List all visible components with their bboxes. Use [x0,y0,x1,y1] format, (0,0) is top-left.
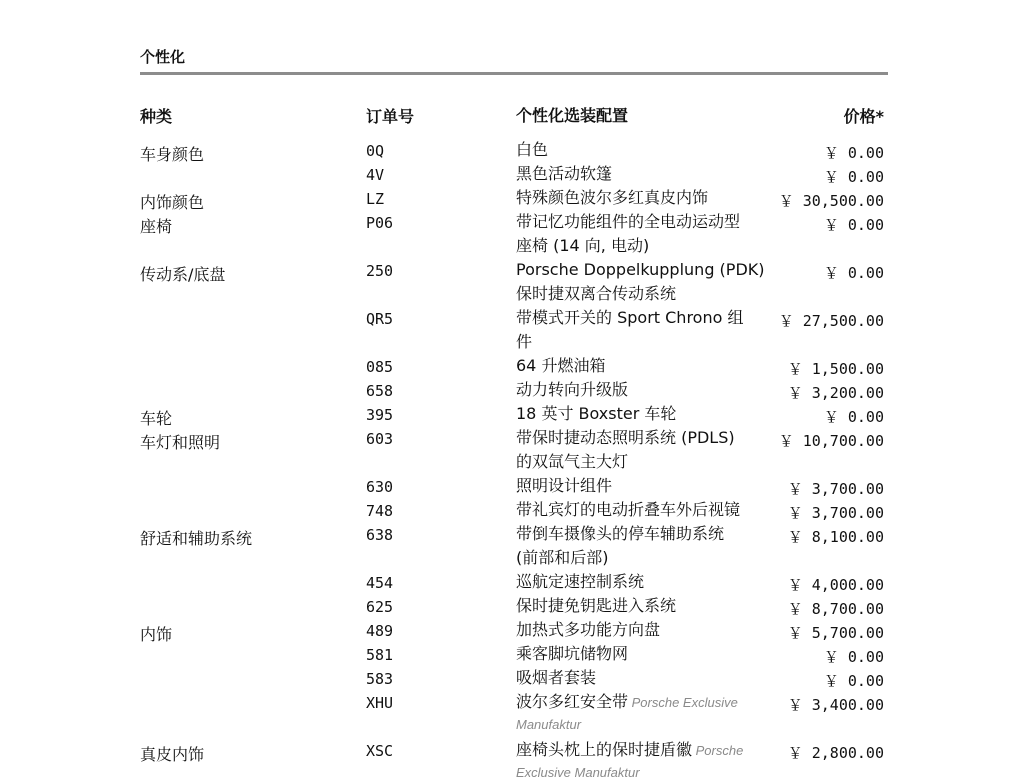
row-price: ￥ 4,000.00 [787,576,884,594]
row-description [516,306,778,354]
row-description [516,138,778,162]
description-line: 动力转向升级版 [516,380,629,399]
row-price: ￥ 0.00 [823,264,884,282]
description-line: 保时捷双离合传动系统 [516,284,677,303]
row-order-code: 0Q [366,142,385,160]
row-category: 车轮 [140,409,173,428]
row-description [516,642,778,666]
row-description [516,594,778,618]
row-category: 车灯和照明 [140,433,221,452]
exclusive-note: Porsche [692,743,744,758]
description-line: 带礼宾灯的电动折叠车外后视镜 [516,500,741,519]
row-description [516,498,778,522]
description-line: 波尔多红安全带 Porsche Exclusive [516,692,738,711]
description-line: 带保时捷动态照明系统 (PDLS) [516,428,735,447]
description-line: 的双氙气主大灯 [516,452,629,471]
row-order-code: LZ [366,190,385,208]
row-category: 内饰颜色 [140,193,205,212]
row-description [516,354,778,378]
table-header [0,104,1024,124]
header-category: 种类 [140,107,173,126]
row-order-code: 638 [366,526,394,544]
row-category: 车身颜色 [140,145,205,164]
row-order-code: QR5 [366,310,394,328]
description-line: 特殊颜色波尔多红真皮内饰 [516,188,709,207]
row-price: ￥ 3,400.00 [787,696,884,714]
row-order-code: 454 [366,574,394,592]
description-line: 件 [516,332,533,351]
row-price: ￥ 8,100.00 [787,528,884,546]
row-price: ￥ 5,700.00 [787,624,884,642]
description-line: 带倒车摄像头的停车辅助系统 [516,524,725,543]
exclusive-note: Porsche Exclusive [628,695,738,710]
header-order-no: 订单号 [366,107,415,126]
row-description [516,426,778,474]
row-description [516,690,778,735]
row-price: ￥ 27,500.00 [778,312,884,330]
description-line: 座椅头枕上的保时捷盾徽 Porsche [516,740,744,759]
row-description [516,570,778,594]
row-description [516,162,778,186]
description-line: 加热式多功能方向盘 [516,620,661,639]
description-line: (前部和后部) [516,548,609,567]
row-order-code: 4V [366,166,385,184]
row-price: ￥ 3,700.00 [787,504,884,522]
description-line: Porsche Doppelkupplung (PDK) [516,260,765,279]
row-order-code: 625 [366,598,394,616]
row-price: ￥ 0.00 [823,408,884,426]
row-description [516,186,778,210]
section-title: 个性化 [140,48,186,66]
row-order-code: 748 [366,502,394,520]
row-price: ￥ 0.00 [823,144,884,162]
row-price: ￥ 3,200.00 [787,384,884,402]
row-order-code: 395 [366,406,394,424]
description-line: 白色 [516,140,549,159]
row-order-code: 658 [366,382,394,400]
row-description [516,522,778,570]
row-order-code: 085 [366,358,394,376]
row-order-code: 583 [366,670,394,688]
row-price: ￥ 0.00 [823,648,884,666]
row-price: ￥ 2,800.00 [787,744,884,762]
row-order-code: 489 [366,622,394,640]
description-line: 黑色活动软篷 [516,164,613,183]
row-category: 舒适和辅助系统 [140,529,253,548]
description-line: 吸烟者套装 [516,668,597,687]
header-price: 价格* [843,107,884,126]
row-order-code: 250 [366,262,394,280]
description-line: 照明设计组件 [516,476,613,495]
exclusive-note-continued: Exclusive Manufaktur [516,765,640,780]
row-order-code: 581 [366,646,394,664]
row-description [516,474,778,498]
row-price: ￥ 3,700.00 [787,480,884,498]
row-description [516,258,778,306]
row-description [516,402,778,426]
row-price: ￥ 10,700.00 [778,432,884,450]
description-line: 座椅 (14 向, 电动) [516,236,650,255]
description-line: 带记忆功能组件的全电动运动型 [516,212,741,231]
row-description [516,666,778,690]
description-line: 保时捷免钥匙进入系统 [516,596,677,615]
row-price: ￥ 0.00 [823,168,884,186]
description-line: 64 升燃油箱 [516,356,606,375]
description-line: 乘客脚坑储物网 [516,644,629,663]
row-category: 座椅 [140,217,173,236]
description-line: 18 英寸 Boxster 车轮 [516,404,677,423]
row-description [516,378,778,402]
row-price: ￥ 0.00 [823,216,884,234]
row-order-code: 630 [366,478,394,496]
row-order-code: 603 [366,430,394,448]
row-price: ￥ 30,500.00 [778,192,884,210]
row-category: 内饰 [140,625,173,644]
row-price: ￥ 0.00 [823,672,884,690]
row-price: ￥ 1,500.00 [787,360,884,378]
section-divider [140,72,888,75]
row-price: ￥ 8,700.00 [787,600,884,618]
row-description [516,738,778,783]
header-config: 个性化选装配置 [516,106,629,125]
row-description [516,618,778,642]
row-order-code: XSC [366,742,394,760]
description-line: 带模式开关的 Sport Chrono 组 [516,308,744,327]
exclusive-note-continued: Manufaktur [516,717,582,732]
row-order-code: P06 [366,214,394,232]
row-category: 真皮内饰 [140,745,205,764]
row-description [516,210,778,258]
description-line: 巡航定速控制系统 [516,572,645,591]
row-category: 传动系/底盘 [140,265,226,284]
row-order-code: XHU [366,694,394,712]
